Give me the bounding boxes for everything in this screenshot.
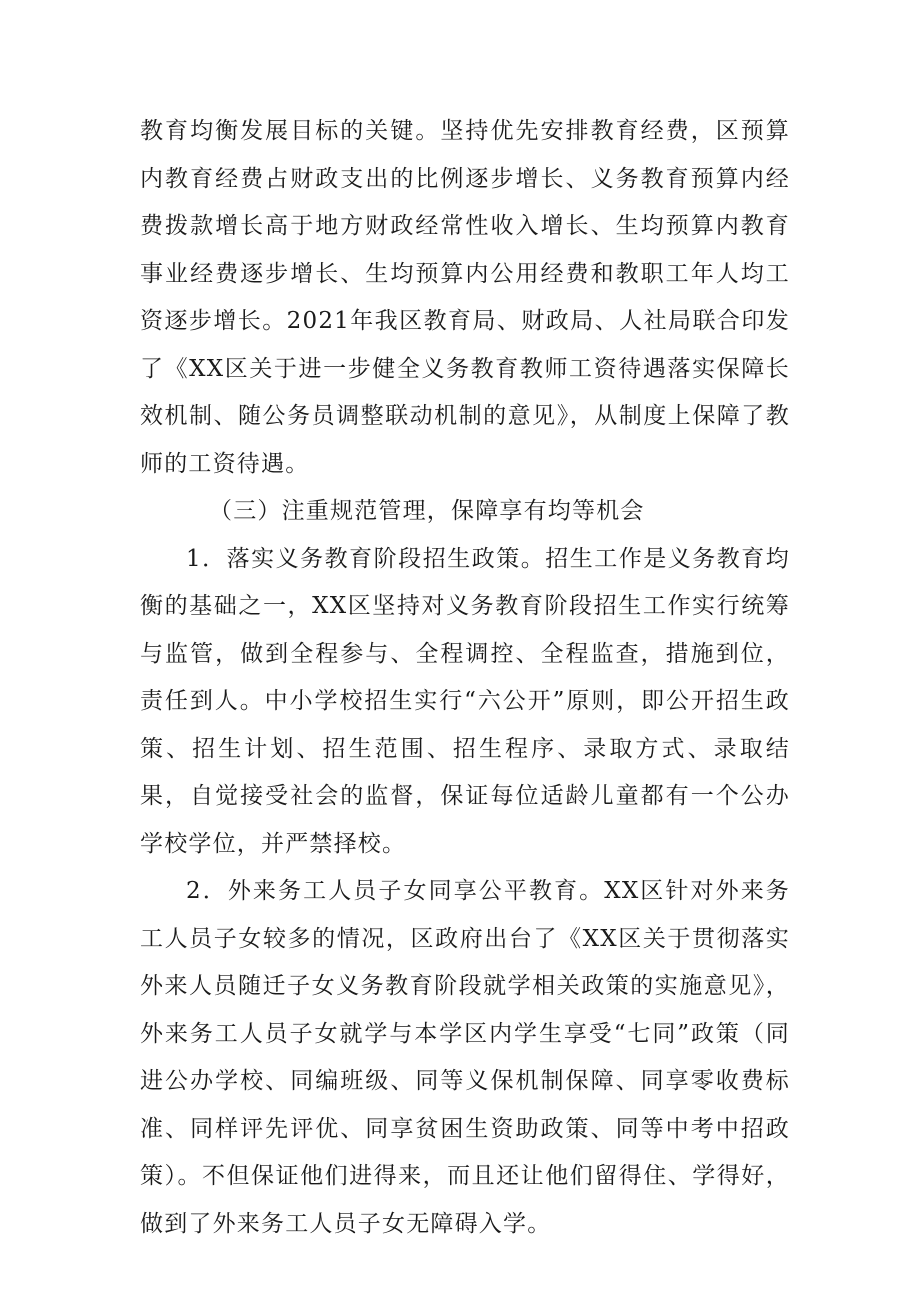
- document-body: [140, 108, 790, 1248]
- paragraph-enrollment-policy: 1．落实义务教育阶段招生政策。招生工作是义务教育均衡的基础之一，XX区坚持对义务教育阶段招生工作实行统筹与监管，做到全程参与、全程调控、全程监查，措施到位，责任到人。中小学校招生实行“六公开”原则，即公开招生政策、招生计划、招生范围、招生程序、录取方式、录取结果，自觉接受社会的监督，保证每位适龄儿童都有一个公办学校学位，并严禁择校。: [140, 545, 790, 857]
- paragraph-funding-continued: 教育均衡发展目标的关键。坚持优先安排教育经费，区预算内教育经费占财政支出的比例逐步增长、义务教育预算内经费拨款增长高于地方财政经常性收入增长、生均预算内教育事业经费逐步增长、生均预算内公用经费和教职工年人均工资逐步增长。2021年我区教育局、财政局、人社局联合印发了《XX区关于进一步健全义务教育教师工资待遇落实保障长效机制、随公务员调整联动机制的意见》，从制度上保障了教师的工资待遇。: [140, 118, 790, 477]
- paragraph-migrant-children: 2．外来务工人员子女同享公平教育。XX区针对外来务工人员子女较多的情况，区政府出台了《XX区关于贯彻落实外来人员随迁子女义务教育阶段就学相关政策的实施意见》，外来务工人员子女就学与本学区内学生享受“七同”政策（同进公办学校、同编班级、同等义保机制保障、同享零收费标准、同样评先评优、同享贫困生资助政策、同等中考中招政策）。不但保证他们进得来，而且还让他们留得住、学得好，做到了外来务工人员子女无障碍入学。: [140, 878, 790, 1237]
- section-heading-3: （三）注重规范管理，保障享有均等机会: [209, 498, 645, 524]
